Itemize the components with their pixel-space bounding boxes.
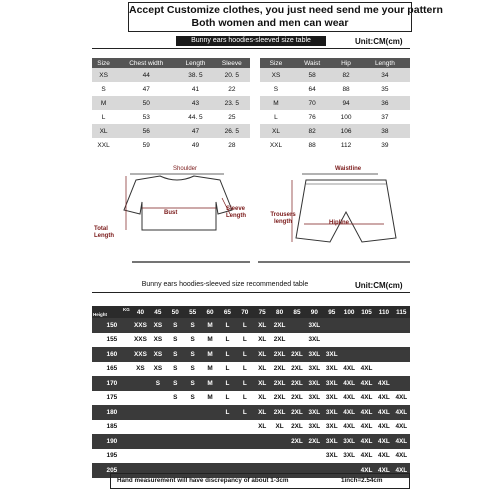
bottom-size-cell: 64 xyxy=(308,85,316,93)
recommend-size-cell xyxy=(306,449,323,464)
recommend-size-cell xyxy=(236,434,253,449)
height-cell: 175 xyxy=(92,391,132,406)
top-size-cell: 43 xyxy=(177,96,213,110)
recommend-size-cell: 2XL xyxy=(306,434,323,449)
recommend-size-cell: 4XL xyxy=(393,449,410,464)
corner-height: Height xyxy=(93,312,107,317)
recommend-size-cell: XXS xyxy=(132,347,149,362)
top-size-cell: 26. 5 xyxy=(214,124,250,138)
recommend-size-cell xyxy=(132,376,149,391)
recommend-size-cell: S xyxy=(184,318,201,333)
bottom-size-header-row xyxy=(260,58,410,68)
recommend-size-cell: M xyxy=(201,362,218,377)
recommend-size-cell: XXS xyxy=(132,318,149,333)
recommend-size-cell xyxy=(393,362,410,377)
bottom-size-cell: S xyxy=(273,85,279,93)
recommend-size-cell: 2XL xyxy=(288,391,305,406)
recommend-size-cell xyxy=(375,333,392,348)
recommend-row xyxy=(92,347,410,362)
recommend-size-cell: 2XL xyxy=(288,376,305,391)
recommend-size-cell: 4XL xyxy=(358,420,375,435)
recommend-size-cell: 3XL xyxy=(306,376,323,391)
recommend-size-cell: S xyxy=(167,376,184,391)
hipline-label: Hipline xyxy=(329,220,350,226)
recommend-size-cell: 2XL xyxy=(271,347,288,362)
weight-header-cell: 95 xyxy=(323,306,340,318)
recommend-size-cell xyxy=(149,449,166,464)
weight-header-cell: 80 xyxy=(271,306,288,318)
recommend-table xyxy=(92,306,410,478)
weight-header-cell: 115 xyxy=(393,306,410,318)
bottom-size-header-cell: Hip xyxy=(332,58,359,68)
top-size-cell: 44. 5 xyxy=(188,113,203,121)
divider xyxy=(92,292,410,293)
height-cell: 155 xyxy=(92,333,132,348)
recommend-size-cell: L xyxy=(236,405,253,420)
recommend-row xyxy=(92,376,410,391)
top-size-cell: 22 xyxy=(228,85,236,93)
recommend-size-cell: XL xyxy=(271,420,288,435)
recommend-size-cell: 2XL xyxy=(271,376,288,391)
recommend-size-cell: 4XL xyxy=(358,391,375,406)
recommend-size-cell: XL xyxy=(253,318,270,333)
bottom-size-row xyxy=(260,124,410,138)
recommend-row xyxy=(92,391,410,406)
recommend-size-cell: L xyxy=(219,362,236,377)
trousers-length-label: Trousers length xyxy=(270,212,296,225)
bottom-size-cell: 37 xyxy=(381,113,389,121)
top-size-cell: 25 xyxy=(228,113,236,121)
weight-header-cell: 65 xyxy=(219,306,236,318)
top-size-row xyxy=(92,138,250,152)
top-size-row xyxy=(92,96,250,110)
recommend-size-cell: XL xyxy=(253,333,270,348)
height-cell: 185 xyxy=(92,420,132,435)
recommend-size-cell xyxy=(340,318,357,333)
recommend-size-cell: 2XL xyxy=(271,318,288,333)
recommend-size-cell: 2XL xyxy=(271,391,288,406)
height-cell: 160 xyxy=(92,347,132,362)
recommend-size-cell: 2XL xyxy=(288,434,305,449)
recommend-size-cell: M xyxy=(201,333,218,348)
bottom-size-row xyxy=(260,68,410,82)
top-size-cell: XL xyxy=(92,124,115,138)
recommend-size-cell xyxy=(219,449,236,464)
footer-inch: 1inch=2.54cm xyxy=(341,477,383,484)
bottom-size-cell: 88 xyxy=(342,85,350,93)
bust-label: Bust xyxy=(164,210,178,216)
recommend-size-cell: 4XL xyxy=(393,405,410,420)
recommend-size-cell xyxy=(167,434,184,449)
recommend-size-cell xyxy=(201,434,218,449)
top-size-cell: 41 xyxy=(191,85,200,93)
top-size-row xyxy=(92,68,250,82)
top-size-cell: M xyxy=(92,96,115,110)
bottom-size-cell: 106 xyxy=(332,124,359,138)
recommend-size-cell xyxy=(132,434,149,449)
recommend-size-cell: 4XL xyxy=(358,362,375,377)
weight-header-cell: 100 xyxy=(340,306,357,318)
weight-header-cell: 55 xyxy=(184,306,201,318)
recommend-size-cell: L xyxy=(219,391,236,406)
recommend-size-cell: S xyxy=(184,347,201,362)
recommend-size-cell: XS xyxy=(149,318,166,333)
recommend-title: Bunny ears hoodies-sleeved size recommended table xyxy=(100,280,350,290)
recommend-size-cell: S xyxy=(167,347,184,362)
recommend-size-cell xyxy=(201,405,218,420)
recommend-size-cell: XS xyxy=(132,362,149,377)
recommend-size-cell: 4XL xyxy=(358,434,375,449)
recommend-size-cell: 2XL xyxy=(288,347,305,362)
recommend-size-cell: 4XL xyxy=(393,434,410,449)
recommend-size-cell: 4XL xyxy=(375,434,392,449)
recommend-size-cell: 3XL xyxy=(306,333,323,348)
recommend-size-cell: 3XL xyxy=(306,347,323,362)
shoulder-label: Shoulder xyxy=(173,166,198,172)
recommend-size-cell: S xyxy=(167,362,184,377)
recommend-size-cell xyxy=(167,449,184,464)
top-size-header-cell: Sleeve xyxy=(214,58,250,68)
bottom-diagram xyxy=(258,158,410,264)
recommend-size-cell: S xyxy=(149,376,166,391)
bottom-size-cell: 82 xyxy=(332,68,359,82)
recommend-size-cell xyxy=(323,333,340,348)
top-size-cell: 50 xyxy=(115,96,177,110)
top-size-cell: 28 xyxy=(228,141,236,149)
recommend-size-cell xyxy=(288,449,305,464)
bottom-size-cell: 58 xyxy=(292,68,332,82)
header-line-1: Accept Customize clothes, you just need send me your pattern xyxy=(129,4,443,16)
recommend-size-cell xyxy=(393,347,410,362)
recommend-size-cell: 3XL xyxy=(323,405,340,420)
recommend-size-cell: L xyxy=(219,405,236,420)
recommend-size-cell xyxy=(340,333,357,348)
top-size-cell: 53 xyxy=(142,113,150,121)
recommend-size-cell: 3XL xyxy=(340,434,357,449)
top-size-cell: 20. 5 xyxy=(214,68,250,82)
recommend-size-cell: L xyxy=(236,333,253,348)
recommend-size-cell: XS xyxy=(149,362,166,377)
recommend-size-cell xyxy=(236,420,253,435)
recommend-size-cell: XL xyxy=(253,376,270,391)
recommend-size-cell: M xyxy=(201,391,218,406)
recommend-size-cell xyxy=(323,318,340,333)
bottom-size-row xyxy=(260,138,410,152)
bottom-size-cell: 82 xyxy=(292,124,332,138)
header-line-2: Both women and men can wear xyxy=(191,17,349,29)
bottom-size-header-cell: Waist xyxy=(292,58,332,68)
weight-header-cell: 40 xyxy=(132,306,149,318)
top-size-header-cell: Chest width xyxy=(115,58,177,68)
recommend-size-cell: XL xyxy=(253,405,270,420)
top-size-header-cell: Size xyxy=(92,58,115,68)
recommend-size-cell: 4XL xyxy=(375,449,392,464)
bottom-size-row xyxy=(260,82,410,96)
top-size-cell: 49 xyxy=(191,141,200,149)
bottom-size-cell: 35 xyxy=(381,85,389,93)
bottom-size-header-cell: Size xyxy=(260,58,292,68)
bottom-size-cell: 88 xyxy=(308,141,316,149)
bottom-size-cell: 34 xyxy=(360,68,410,82)
recommend-size-cell: 2XL xyxy=(271,405,288,420)
recommend-size-cell: 4XL xyxy=(375,420,392,435)
recommend-size-cell xyxy=(132,405,149,420)
recommend-size-cell: 4XL xyxy=(375,391,392,406)
top-size-row xyxy=(92,110,250,124)
recommend-row xyxy=(92,434,410,449)
height-cell: 195 xyxy=(92,449,132,464)
recommend-size-cell: M xyxy=(201,347,218,362)
top-size-cell: XXL xyxy=(97,141,110,149)
bottom-size-cell: 38 xyxy=(360,124,410,138)
recommend-row xyxy=(92,449,410,464)
recommend-size-cell: 4XL xyxy=(340,391,357,406)
recommend-size-cell: 4XL xyxy=(375,376,392,391)
bottom-size-cell: 94 xyxy=(332,96,359,110)
corner-kg: KG xyxy=(123,307,130,312)
recommend-size-cell xyxy=(288,318,305,333)
recommend-row xyxy=(92,333,410,348)
recommend-row xyxy=(92,405,410,420)
corner-cell xyxy=(92,306,132,318)
recommend-size-cell: XS xyxy=(149,347,166,362)
recommend-size-cell xyxy=(201,449,218,464)
height-cell: 150 xyxy=(92,318,132,333)
recommend-size-cell xyxy=(271,449,288,464)
recommend-size-cell xyxy=(253,434,270,449)
bottom-size-cell: XL xyxy=(260,124,292,138)
recommend-size-cell: L xyxy=(219,376,236,391)
footer-box xyxy=(110,473,410,489)
recommend-size-cell: XL xyxy=(253,420,270,435)
sleeve-length-label: Sleeve Length xyxy=(226,206,246,219)
recommend-size-cell: 2XL xyxy=(288,405,305,420)
recommend-size-cell xyxy=(393,318,410,333)
bottom-size-table xyxy=(260,58,410,152)
recommend-size-cell: S xyxy=(184,376,201,391)
recommend-size-cell xyxy=(219,420,236,435)
bottom-size-cell: XS xyxy=(260,68,292,82)
recommend-size-cell: L xyxy=(236,347,253,362)
recommend-size-cell: L xyxy=(236,391,253,406)
recommend-size-cell: 3XL xyxy=(323,420,340,435)
recommend-size-cell: 3XL xyxy=(340,449,357,464)
bottom-size-cell: 36 xyxy=(360,96,410,110)
bottom-size-cell: 112 xyxy=(340,141,352,149)
bottom-size-cell: XXL xyxy=(269,141,283,149)
recommend-size-cell xyxy=(132,391,149,406)
recommend-size-cell xyxy=(393,333,410,348)
recommend-size-cell: 2XL xyxy=(271,333,288,348)
recommend-size-cell: XL xyxy=(253,391,270,406)
height-cell: 170 xyxy=(92,376,132,391)
recommend-row xyxy=(92,362,410,377)
recommend-size-cell: 4XL xyxy=(358,405,375,420)
total-length-label: Total Length xyxy=(94,226,114,239)
top-size-row xyxy=(92,82,250,96)
recommend-size-cell xyxy=(149,420,166,435)
top-size-cell: 56 xyxy=(115,124,177,138)
recommend-size-cell xyxy=(219,434,236,449)
recommend-size-cell xyxy=(358,347,375,362)
bottom-size-cell: 70 xyxy=(292,96,332,110)
recommend-size-cell xyxy=(167,405,184,420)
height-cell: 165 xyxy=(92,362,132,377)
recommend-size-cell: S xyxy=(167,391,184,406)
recommend-size-cell xyxy=(184,420,201,435)
recommend-size-cell xyxy=(236,449,253,464)
recommend-row xyxy=(92,318,410,333)
recommend-size-cell xyxy=(149,405,166,420)
top-size-header-row xyxy=(92,58,250,68)
recommend-size-cell: 3XL xyxy=(306,362,323,377)
recommend-size-cell: 2XL xyxy=(271,362,288,377)
recommend-size-cell: 4XL xyxy=(393,391,410,406)
top-size-cell: L xyxy=(101,113,106,121)
recommend-size-cell xyxy=(271,434,288,449)
weight-header-cell: 50 xyxy=(167,306,184,318)
top-size-row xyxy=(92,124,250,138)
recommend-size-cell: M xyxy=(201,376,218,391)
top-size-cell: 47 xyxy=(142,85,150,93)
size-table-unit: Unit:CM(cm) xyxy=(355,37,403,46)
header-box xyxy=(128,2,443,32)
recommend-size-cell: 4XL xyxy=(358,449,375,464)
recommend-size-cell: 3XL xyxy=(323,434,340,449)
recommend-size-cell xyxy=(184,449,201,464)
weight-header-cell: 70 xyxy=(236,306,253,318)
recommend-size-cell xyxy=(393,376,410,391)
size-table-title: Bunny ears hoodies-sleeved size table xyxy=(176,36,326,46)
recommend-size-cell xyxy=(288,333,305,348)
recommend-size-cell: XXS xyxy=(132,333,149,348)
recommend-size-cell: S xyxy=(184,333,201,348)
recommend-size-cell: 3XL xyxy=(306,405,323,420)
height-cell: 205 xyxy=(92,463,132,478)
weight-header-cell: 75 xyxy=(253,306,270,318)
recommend-size-cell xyxy=(358,333,375,348)
recommend-size-cell xyxy=(201,420,218,435)
recommend-size-cell: 4XL xyxy=(375,405,392,420)
recommend-size-cell: 2XL xyxy=(288,420,305,435)
recommend-size-cell: S xyxy=(167,318,184,333)
bottom-size-header-cell: Length xyxy=(360,58,410,68)
recommend-size-cell: S xyxy=(184,391,201,406)
bottom-size-cell: L xyxy=(274,113,278,121)
recommend-size-cell: 3XL xyxy=(323,449,340,464)
recommend-size-cell xyxy=(184,434,201,449)
top-size-cell: 44 xyxy=(115,68,177,82)
recommend-size-cell xyxy=(167,420,184,435)
recommend-size-cell xyxy=(375,318,392,333)
recommend-row xyxy=(92,420,410,435)
recommend-size-cell: XS xyxy=(149,333,166,348)
recommend-size-cell: 4XL xyxy=(340,376,357,391)
recommend-size-cell xyxy=(132,449,149,464)
recommend-size-cell: 3XL xyxy=(306,420,323,435)
recommend-size-cell xyxy=(375,347,392,362)
top-size-cell: 47 xyxy=(177,124,213,138)
recommend-size-cell: L xyxy=(219,347,236,362)
recommend-size-cell: 4XL xyxy=(375,463,392,478)
recommend-size-cell xyxy=(149,434,166,449)
recommend-size-cell: 4XL xyxy=(340,362,357,377)
recommend-size-cell: S xyxy=(167,333,184,348)
height-cell: 180 xyxy=(92,405,132,420)
recommend-size-cell: 3XL xyxy=(323,362,340,377)
bottom-size-row xyxy=(260,110,410,124)
recommend-size-cell: L xyxy=(236,362,253,377)
bottom-size-row xyxy=(260,96,410,110)
top-size-cell: S xyxy=(101,85,106,93)
recommend-size-cell: 3XL xyxy=(306,318,323,333)
weight-header-cell: 90 xyxy=(306,306,323,318)
recommend-size-cell: L xyxy=(236,376,253,391)
recommend-size-cell xyxy=(149,391,166,406)
footer-note: Hand measurement will have discrepancy of about 1-3cm xyxy=(117,477,289,484)
recommend-size-cell xyxy=(340,347,357,362)
recommend-header-row xyxy=(92,306,410,318)
weight-header-cell: 45 xyxy=(149,306,166,318)
recommend-size-cell: 4XL xyxy=(340,420,357,435)
recommend-size-cell: XL xyxy=(253,362,270,377)
recommend-size-cell xyxy=(132,420,149,435)
bottom-size-cell: 100 xyxy=(340,113,352,121)
recommend-size-cell xyxy=(375,362,392,377)
top-size-cell: 23. 5 xyxy=(214,96,250,110)
recommend-size-cell: XL xyxy=(253,347,270,362)
weight-header-cell: 105 xyxy=(358,306,375,318)
recommend-size-cell xyxy=(184,405,201,420)
recommend-size-cell: 4XL xyxy=(358,463,375,478)
weight-header-cell: 110 xyxy=(375,306,392,318)
recommend-size-cell: L xyxy=(236,318,253,333)
bottom-size-cell: 39 xyxy=(381,141,389,149)
recommend-size-cell: M xyxy=(201,318,218,333)
recommend-size-cell: 2XL xyxy=(288,362,305,377)
top-size-header-cell: Length xyxy=(177,58,213,68)
top-size-cell: 38. 5 xyxy=(177,68,213,82)
recommend-size-cell: 3XL xyxy=(323,391,340,406)
recommend-size-cell: 3XL xyxy=(306,391,323,406)
bottom-size-cell: M xyxy=(260,96,292,110)
top-size-table xyxy=(92,58,250,152)
recommend-size-cell: L xyxy=(219,318,236,333)
recommend-size-cell: 4XL xyxy=(340,405,357,420)
recommend-size-cell: 3XL xyxy=(323,376,340,391)
recommend-size-cell xyxy=(253,449,270,464)
recommend-size-cell: 3XL xyxy=(323,347,340,362)
recommend-size-cell xyxy=(358,318,375,333)
divider xyxy=(92,48,410,49)
recommend-size-cell: S xyxy=(184,362,201,377)
weight-header-cell: 60 xyxy=(201,306,218,318)
shorts-illustration xyxy=(258,158,410,264)
recommend-size-cell: 4XL xyxy=(393,420,410,435)
top-size-cell: 59 xyxy=(142,141,150,149)
recommend-size-cell: 4XL xyxy=(358,376,375,391)
weight-header-cell: 85 xyxy=(288,306,305,318)
waistline-label: Waistline xyxy=(335,166,362,172)
recommend-size-cell: 4XL xyxy=(393,463,410,478)
top-size-cell: XS xyxy=(92,68,115,82)
bottom-size-cell: 76 xyxy=(308,113,316,121)
height-cell: 190 xyxy=(92,434,132,449)
recommend-size-cell: L xyxy=(219,333,236,348)
recommend-unit: Unit:CM(cm) xyxy=(355,281,403,290)
